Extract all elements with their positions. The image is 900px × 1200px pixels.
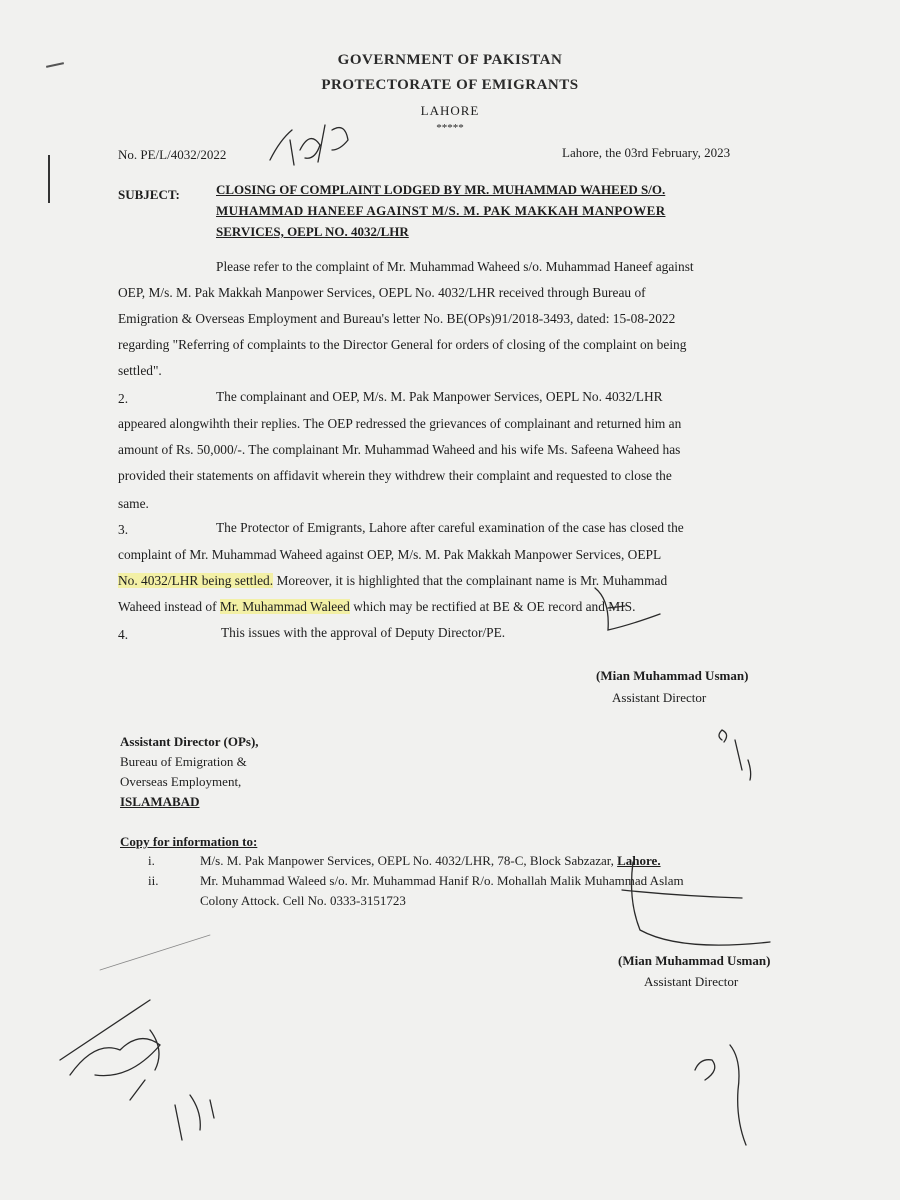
letter-date: Lahore, the 03rd February, 2023: [562, 145, 731, 160]
para2-line: amount of Rs. 50,000/-. The complainant Mr. Muhammad Waheed and his wife Ms. Safeena Waheed has: [118, 442, 681, 457]
signatory-name: (Mian Muhammad Usman): [596, 668, 749, 683]
subject-line-3: SERVICES, OEPL NO. 4032/LHR: [216, 224, 409, 239]
recipient-line: Bureau of Emigration &: [120, 754, 247, 769]
para1-line: Please refer to the complaint of Mr. Muhammad Waheed s/o. Muhammad Haneef against: [216, 259, 694, 274]
recipient-city: ISLAMABAD: [120, 794, 200, 809]
para4-number: 4.: [118, 627, 129, 642]
handwritten-bottom-note: [60, 1000, 214, 1140]
para3-line: The Protector of Emigrants, Lahore after careful examination of the case has closed the: [216, 520, 684, 535]
copy-item-number: ii.: [148, 873, 159, 888]
para2-number: 2.: [118, 391, 129, 406]
reference-number: No. PE/L/4032/2022: [118, 147, 227, 162]
copy-item: M/s. M. Pak Manpower Services, OEPL No. 4032/LHR, 78-C, Block Sabzazar, Lahore.: [200, 853, 661, 868]
para2-line: appeared alongwihth their replies. The OEP redressed the grievances of complainant and returned him an: [118, 416, 682, 431]
handwritten-mark: [695, 1045, 746, 1145]
para3-line: complaint of Mr. Muhammad Waheed against OEP, M/s. M. Pak Makkah Manpower Services, OEPL: [118, 547, 662, 562]
para2-line: same.: [118, 496, 149, 511]
para2-line: provided their statements on affidavit wherein they withdrew their complaint and requested to close the: [118, 468, 672, 483]
highlighted-text: No. 4032/LHR being settled.: [118, 573, 274, 588]
signatory-title: Assistant Director: [612, 690, 707, 705]
signature-squiggle: [632, 862, 770, 945]
copy-item: Colony Attock. Cell No. 0333-3151723: [200, 893, 406, 908]
para1-line: regarding "Referring of complaints to the Director General for orders of closing of the complaint on being: [118, 337, 687, 352]
header-stars: *****: [436, 122, 464, 134]
header-city: LAHORE: [420, 103, 480, 118]
signatory-title: Assistant Director: [644, 974, 739, 989]
handwritten-margin-note: [719, 730, 751, 780]
recipient-line: Overseas Employment,: [120, 774, 242, 789]
header-protectorate: PROTECTORATE OF EMIGRANTS: [321, 77, 579, 93]
header-government: GOVERNMENT OF PAKISTAN: [337, 52, 563, 68]
signature-squiggle: [595, 588, 660, 630]
para1-line: Emigration & Overseas Employment and Bureau's letter No. BE(OPs)91/2018-3493, dated: 15-08-2022: [118, 311, 676, 326]
signature-squiggle: [608, 606, 625, 608]
subject-label: SUBJECT:: [118, 187, 180, 202]
subject-line-1: CLOSING OF COMPLAINT LODGED BY MR. MUHAMMAD WAHEED S/O.: [216, 182, 666, 197]
para3-number: 3.: [118, 522, 129, 537]
handwritten-bottom-note: [100, 935, 210, 970]
copy-item-number: i.: [148, 853, 155, 868]
para3-line: No. 4032/LHR being settled. Moreover, it is highlighted that the complainant name is Mr. Muhammad: [118, 573, 668, 588]
signature-squiggle: [622, 890, 742, 898]
copy-city: Lahore.: [617, 853, 661, 868]
copy-heading: Copy for information to:: [120, 834, 258, 849]
highlighted-text: Mr. Muhammad Waleed: [219, 599, 350, 614]
para1-line: settled".: [118, 363, 162, 378]
signatory-name: (Mian Muhammad Usman): [618, 953, 771, 968]
recipient-line: Assistant Director (OPs),: [120, 734, 259, 749]
subject-line-2: MUHAMMAD HANEEF AGAINST M/S. M. PAK MAKKAH MANPOWER: [216, 203, 666, 218]
para4-text: This issues with the approval of Deputy Director/PE.: [221, 625, 506, 640]
copy-item: Mr. Muhammad Waleed s/o. Mr. Muhammad Hanif R/o. Mohallah Malik Muhammad Aslam: [200, 873, 684, 888]
para2-line: The complainant and OEP, M/s. M. Pak Manpower Services, OEPL No. 4032/LHR: [216, 389, 663, 404]
handwritten-date-note: [270, 125, 348, 165]
para3-line: Waheed instead of Mr. Muhammad Waleed which may be rectified at BE & OE record and MIS.: [118, 599, 636, 614]
para1-line: OEP, M/s. M. Pak Makkah Manpower Services, OEPL No. 4032/LHR received through Bureau of: [118, 285, 646, 300]
